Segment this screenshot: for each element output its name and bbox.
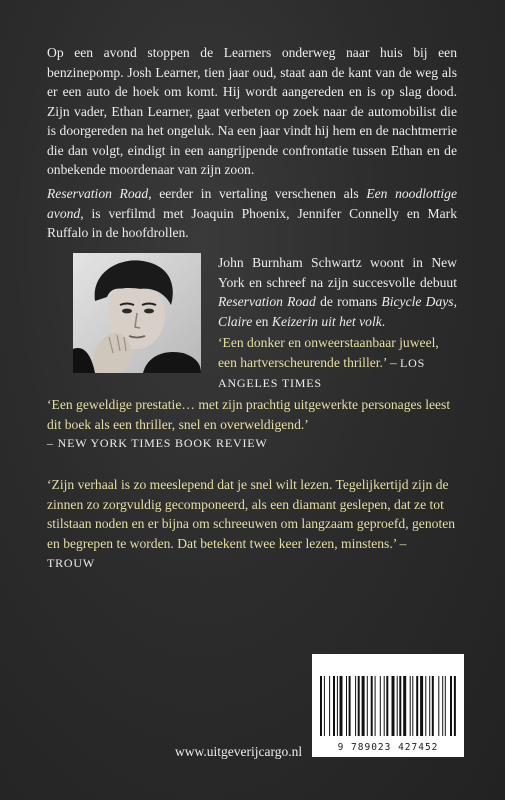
quote-text: ‘Een geweldige prestatie… met zijn prachtig uitgewerkte personages leest dit boek als een thriller, snel en overweldigend.’ — [47, 397, 451, 432]
author-photo — [73, 253, 201, 373]
quote-la-times — [218, 333, 457, 394]
author-bio-text-4: en — [252, 313, 272, 329]
book-title-3: Keizerin uit het volk — [271, 313, 382, 329]
quote-text: ‘Een donker en onweerstaanbaar juweel, een hartverscheurende thriller.’ – — [218, 335, 439, 370]
author-bio-text-2: de romans — [315, 294, 382, 309]
debut-title: Reservation Road — [218, 294, 316, 309]
quote-text: ‘Zijn verhaal is zo meeslepend dat je snel wilt lezen. Tegelijkertijd zijn de zinnen zo zorgvuldig gecomponeerd, als een diamant geslepen, dat ze tot stilstaan noden en er bijna om schreeuwen om langzaam geproefd, genoten en begrepen te worden. Dat betekent twee keer lezen, minstens.’ – — [47, 477, 456, 551]
barcode-number: 9 789023 427452 — [337, 742, 439, 753]
author-bio — [218, 253, 457, 331]
film-title: Reservation Road — [47, 186, 149, 201]
book-title-1: Bicycle Days — [381, 294, 454, 309]
synopsis-paragraph: Op een avond stoppen de Learners onderweg naar huis bij een benzinepomp. Josh Learner, tien jaar oud, staat aan de kant van de weg als er een auto de hoek om komt. Hij wordt aangereden en is op slag dood. Zijn vader, Ethan Learner, gaat verbeten op zoek naar de automobilist die is doorgereden na het ongeluk. Na een jaar vindt hij hem en de nachtmerrie die dan volgt, eindigt in een aangrijpende confrontatie tussen Ethan en de onbekende moordenaar van zijn zoon. — [47, 45, 457, 177]
film-note-text-1: , eerder in vertaling verschenen als — [148, 186, 367, 201]
isbn-barcode — [312, 654, 464, 757]
quote-source: – NEW YORK TIMES BOOK REVIEW — [47, 436, 268, 450]
book-title-2: Claire — [218, 313, 253, 329]
publisher-website[interactable]: www.uitgeverijcargo.nl — [175, 744, 303, 759]
author-bio-text-3: , — [453, 294, 457, 309]
film-note-paragraph — [47, 184, 457, 243]
film-note-text-2: , is verfilmd met Joaquin Phoenix, Jennifer Connelly en Mark Ruffalo in de hoofdrollen. — [47, 205, 457, 240]
author-bio-text-1: John Burnham Schwartz woont in New York en schreef na zijn succesvolle debuut — [218, 255, 457, 290]
author-bio-text-5: . — [381, 313, 386, 329]
quote-nyt — [47, 395, 457, 454]
alt-title: Een noodlottige avond — [47, 186, 457, 221]
quote-source: TROUW — [47, 556, 95, 570]
quote-trouw — [47, 475, 457, 574]
quote-source: LOS ANGELES TIMES — [218, 355, 426, 390]
